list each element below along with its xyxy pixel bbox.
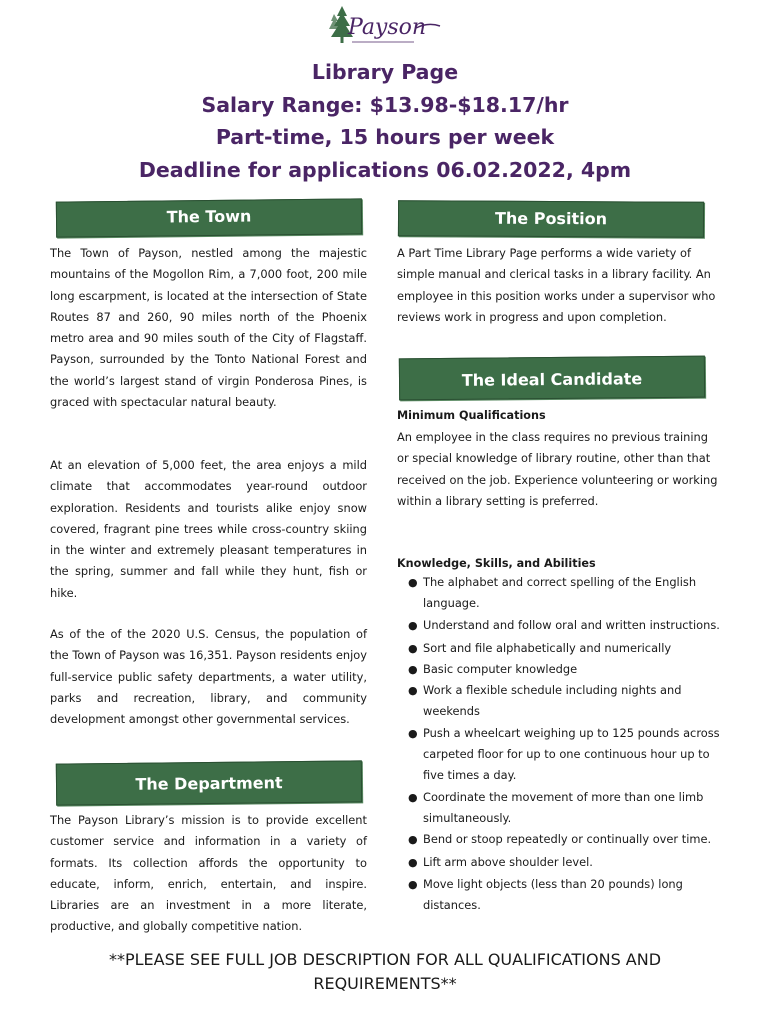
bullet-icon: ● <box>408 662 418 676</box>
list-item: ● Push a wheelcart weighing up to 125 pounds across carpeted floor for up to one continuous hour up to five times a day. <box>405 723 725 787</box>
minimum-qualifications-heading: Minimum Qualifications <box>397 409 546 422</box>
minimum-qualifications-text: An employee in the class requires no previous training or special knowledge of library routine, other than that received on the job. Experience volunteering or working within a library setting is preferred. <box>397 430 718 508</box>
list-item: ● The alphabet and correct spelling of the English language. <box>405 572 725 615</box>
bullet-icon: ● <box>408 576 418 589</box>
town-paragraph-3: As of the of the 2020 U.S. Census, the population of the Town of Payson was 16,351. Payson residents enjoy full-service public safety departments, a water utility, parks and recreation, library, and community development amongst other governmental services. <box>50 627 367 727</box>
ksa-list <box>405 572 725 916</box>
bullet-icon: ● <box>408 726 418 740</box>
bullet-icon: ● <box>408 684 418 698</box>
town-paragraph-2: At an elevation of 5,000 feet, the area enjoys a mild climate that accommodates year-round outdoor exploration. Residents and tourists alike enjoy snow covered, fragrant pine trees while cross-country skiing in the winter and extremely pleasant temperatures in the spring, summer and fall while they hunt, fish or hike. <box>50 458 367 600</box>
job-title: Library Page <box>311 60 459 84</box>
town-paragraph-1: The Town of Payson, nestled among the majestic mountains of the Mogollon Rim, a 7,000 foot, 200 mile long escarpment, is located at the intersection of State Routes 87 and 260, 90 miles north of the Phoenix metro area and 90 miles south of the City of Flagstaff. Payson, surrounded by the Tonto National Forest and the world’s largest stand of virgin Ponderosa Pines, is graced with spectacular natural beauty. <box>50 246 367 410</box>
list-item: ● Basic computer knowledge <box>405 659 725 680</box>
list-item: ● Lift arm above shoulder level. <box>405 852 725 873</box>
footer-note: **PLEASE SEE FULL JOB DESCRIPTION FOR ALL QUALIFICATIONS AND REQUIREMENTS** <box>108 950 662 993</box>
bullet-icon: ● <box>408 877 418 891</box>
bullet-icon: ● <box>408 856 418 870</box>
department-heading-banner: The Department <box>56 760 362 805</box>
application-deadline: Deadline for applications 06.02.2022, 4pm <box>138 157 632 182</box>
schedule: Part-time, 15 hours per week <box>215 125 555 149</box>
position-heading-banner: The Position <box>398 200 704 238</box>
bullet-icon: ● <box>408 641 418 655</box>
list-item: ● Coordinate the movement of more than one limb simultaneously. <box>405 787 725 830</box>
logo-wordmark: Payson <box>348 15 427 40</box>
bullet-icon: ● <box>408 618 418 632</box>
department-paragraph: The Payson Library’s mission is to provide excellent customer service and information in a variety of formats. Its collection affords the opportunity to educate, inform, enrich, entertain, and inspire. Libraries are an investment in a more literate, productive, and globally competitive nation. <box>50 813 367 934</box>
title-block <box>0 56 770 186</box>
bullet-icon: ● <box>408 833 418 847</box>
ksa-heading: Knowledge, Skills, and Abilities <box>397 557 596 570</box>
payson-logo <box>328 4 444 48</box>
list-item: ● Understand and follow oral and written instructions. <box>408 617 720 632</box>
bullet-icon: ● <box>408 790 418 804</box>
list-item: ● Sort and file alphabetically and numerically <box>405 638 725 659</box>
town-heading-banner: The Town <box>56 198 362 237</box>
salary-range: Salary Range: $13.98-$18.17/hr <box>201 92 569 117</box>
list-item: ● Work a flexible schedule including nights and weekends <box>405 680 725 723</box>
list-item: ● Bend or stoop repeatedly or continually over time. <box>408 832 712 847</box>
position-paragraph: A Part Time Library Page performs a wide variety of simple manual and clerical tasks in a library facility. An employee in this position works under a supervisor who reviews work in progress and upon completion. <box>397 246 716 324</box>
ideal-candidate-heading-banner: The Ideal Candidate <box>399 356 705 401</box>
list-item: ● Move light objects (less than 20 pounds) long distances. <box>405 874 725 917</box>
